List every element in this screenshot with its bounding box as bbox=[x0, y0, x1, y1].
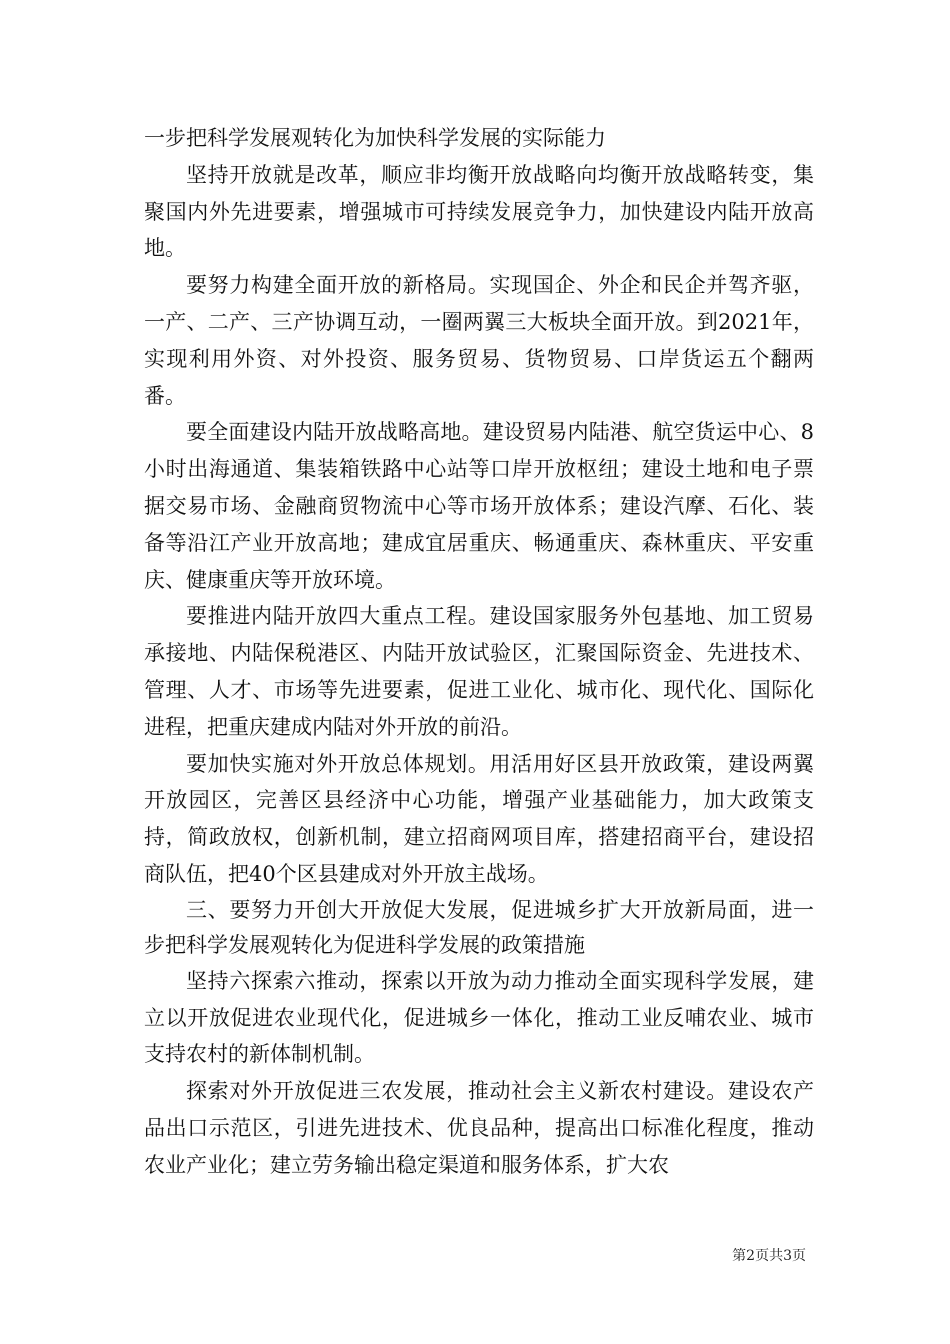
page-number-footer: 第2页共3页 bbox=[732, 1248, 806, 1264]
paragraph: 要努力构建全面开放的新格局。实现国企、外企和民企并驾齐驱，一产、二产、三产协调互动，一圈两翼三大板块全面开放。到2021年，实现利用外资、对外投资、服务贸易、货物贸易、口岸货运五个翻两番。 bbox=[144, 273, 814, 408]
paragraph-continuation: 一步把科学发展观转化为加快科学发展的实际能力 bbox=[144, 126, 606, 150]
document-body bbox=[144, 120, 814, 1184]
paragraph: 坚持六探索六推动，探索以开放为动力推动全面实现科学发展，建立以开放促进农业现代化，促进城乡一体化，推动工业反哺农业、城市支持农村的新体制机制。 bbox=[144, 968, 814, 1067]
paragraph: 要推进内陆开放四大重点工程。建设国家服务外包基地、加工贸易承接地、内陆保税港区、内陆开放试验区，汇聚国际资金、先进技术、管理、人才、市场等先进要素，促进工业化、城市化、现代化、国际化进程，把重庆建成内陆对外开放的前沿。 bbox=[144, 604, 814, 739]
paragraph: 坚持开放就是改革，顺应非均衡开放战略向均衡开放战略转变，集聚国内外先进要素，增强城市可持续发展竞争力，加快建设内陆开放高地。 bbox=[144, 162, 814, 261]
paragraph: 探索对外开放促进三农发展，推动社会主义新农村建设。建设农产品出口示范区，引进先进技术、优良品种，提高出口标准化程度，推动农业产业化；建立劳务输出稳定渠道和服务体系，扩大农 bbox=[144, 1079, 814, 1177]
paragraph: 要加快实施对外开放总体规划。用活用好区县开放政策，建设两翼开放园区，完善区县经济中心功能，增强产业基础能力，加大政策支持，简政放权，创新机制，建立招商网项目库，搭建招商平台，建设招商队伍，把40个区县建成对外开放主战场。 bbox=[144, 751, 814, 886]
section-heading: 三、要努力开创大开放促大发展，促进城乡扩大开放新局面，进一步把科学发展观转化为促进科学发展的政策措施 bbox=[144, 897, 814, 957]
paragraph: 要全面建设内陆开放战略高地。建设贸易内陆港、航空货运中心、8小时出海通道、集装箱铁路中心站等口岸开放枢纽；建设土地和电子票据交易市场、金融商贸物流中心等市场开放体系；建设汽摩、石化、装备等沿江产业开放高地；建成宜居重庆、畅通重庆、森林重庆、平安重庆、健康重庆等开放环境。 bbox=[144, 420, 814, 592]
